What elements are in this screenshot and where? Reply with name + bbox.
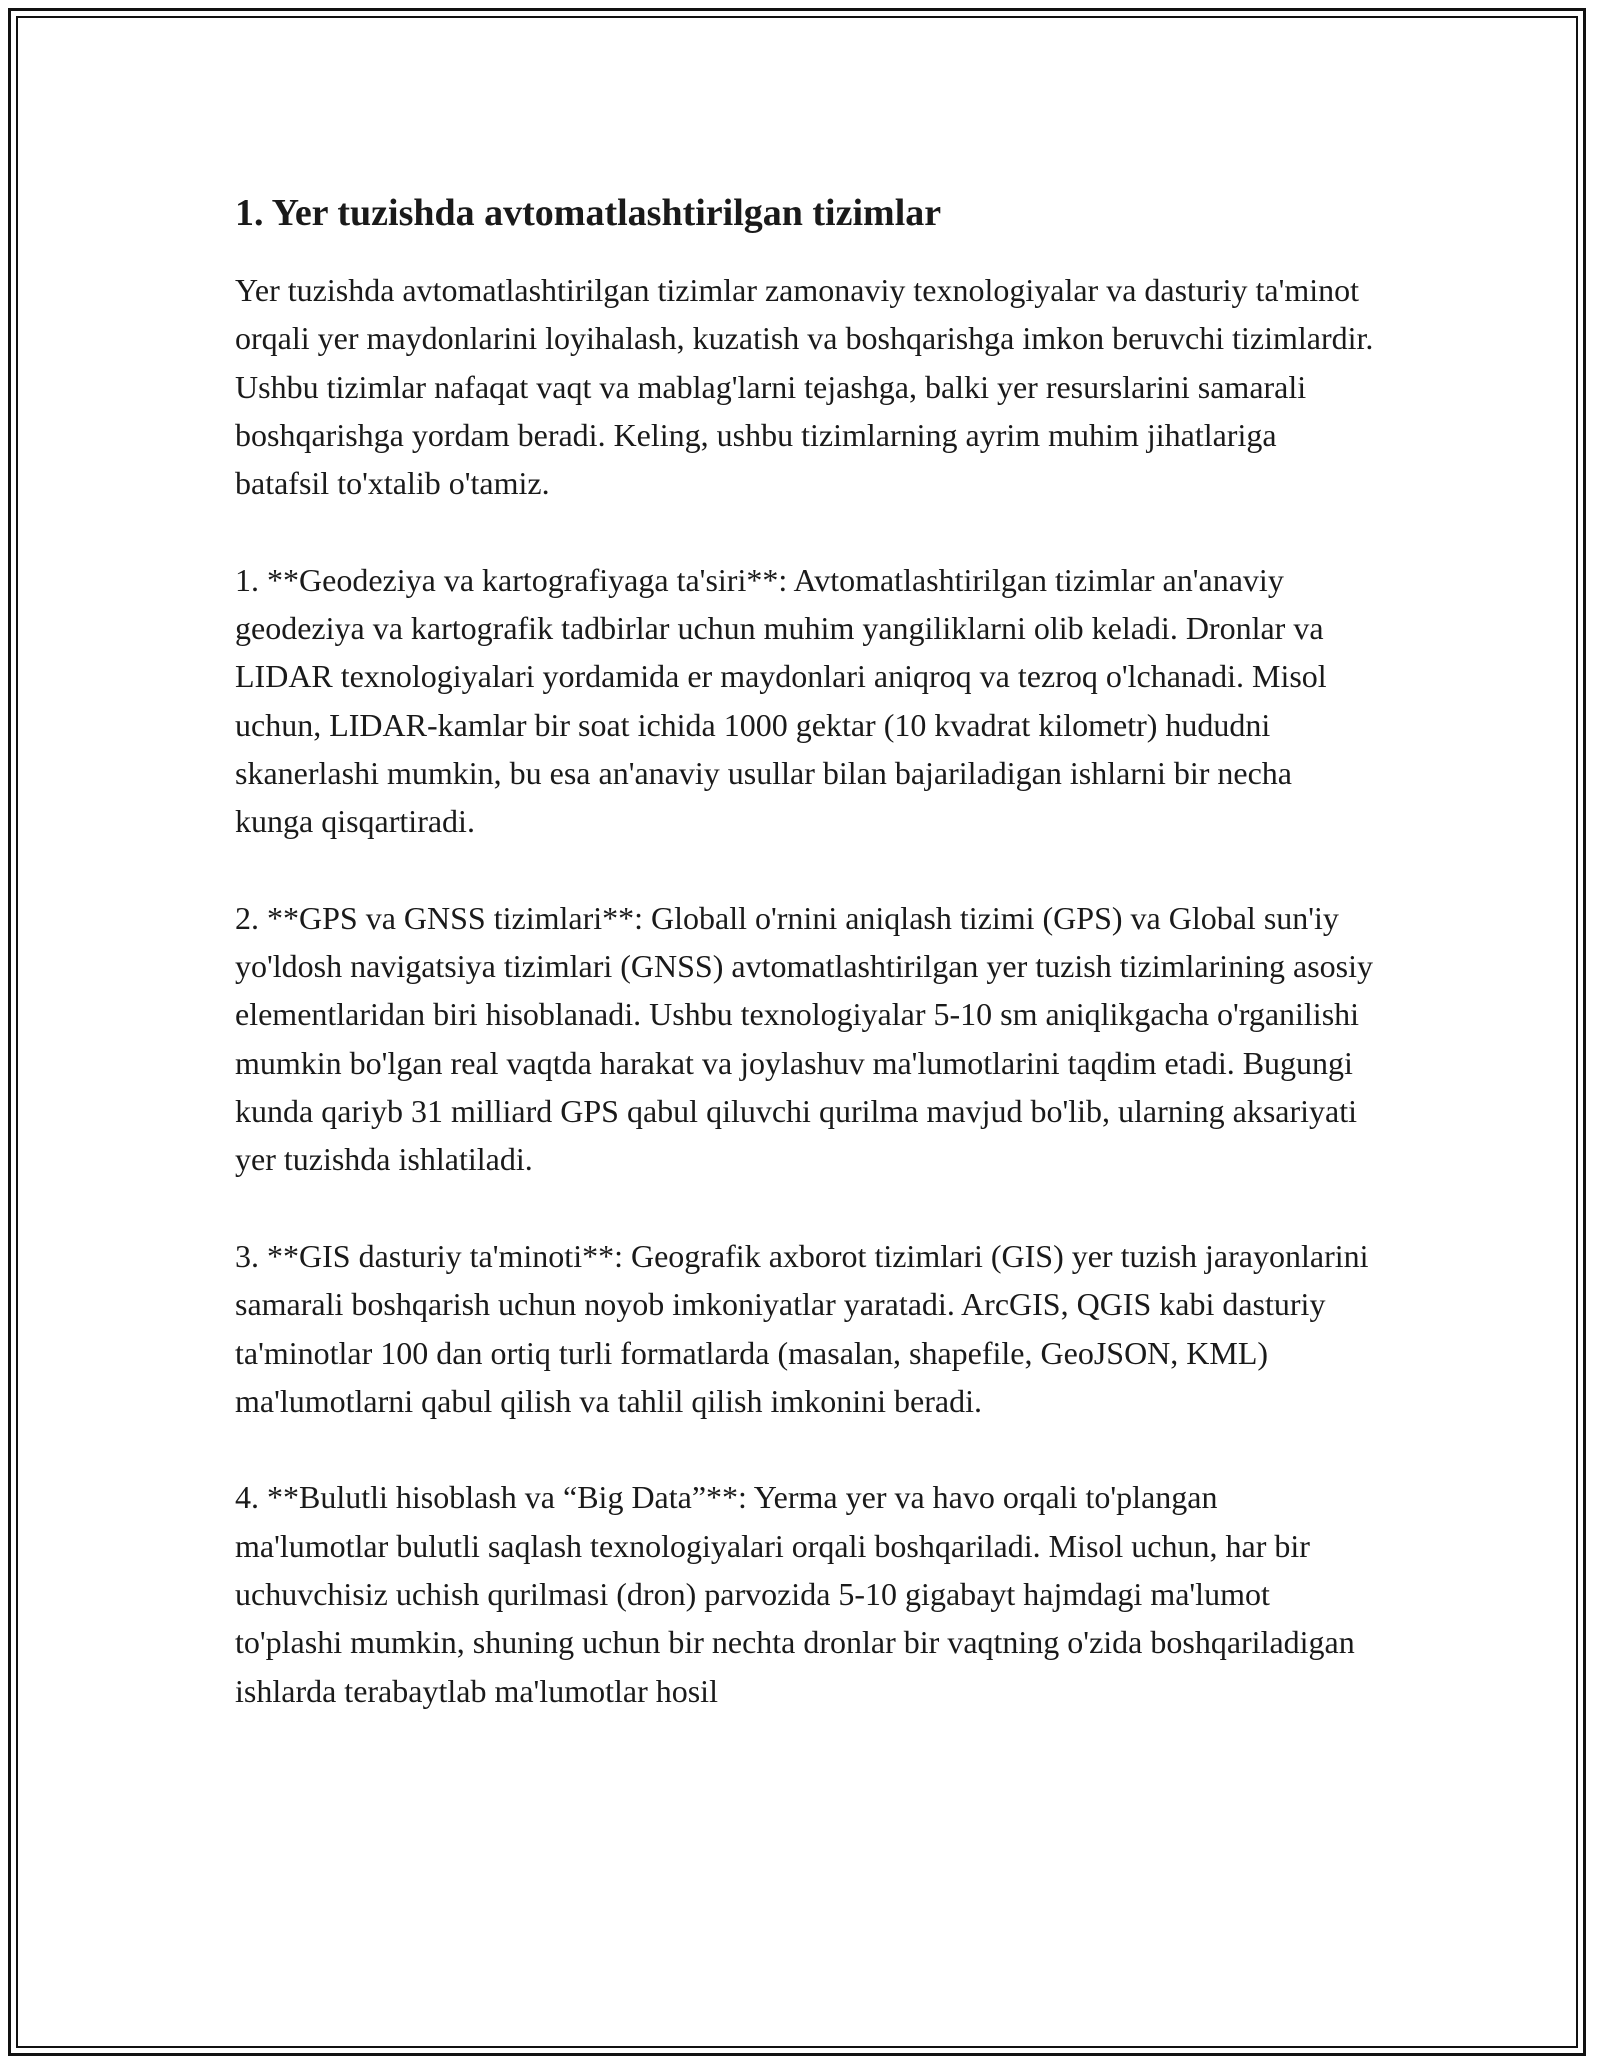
paragraph-gis: 3. **GIS dasturiy ta'minoti**: Geografik axborot tizimlari (GIS) yer tuzish jarayonlarini samarali boshqarish uchun noyob imkoniyatlar yaratadi. ArcGIS, QGIS kabi dasturiy ta'minotlar 100 dan ortiq turli formatlarda (masalan, shapefile, GeoJSON, KML) ma'lumotlarni qabul qilish va tahlil qilish imkonini beradi.: [235, 1237, 1369, 1419]
intro-paragraph: Yer tuzishda avtomatlashtirilgan tizimlar zamonaviy texnologiyalar va dasturiy ta'minot orqali yer maydonlarini loyihalash, kuzatish va boshqarishga imkon beruvchi tizimlardir. Ushbu tizimlar nafaqat vaqt va mablag'larni tejashga, balki yer resurslarini samarali boshqarishga yordam beradi. Keling, ushbu tizimlarning ayrim muhim jihatlariga batafsil to'xtalib o'tamiz.: [235, 272, 1374, 502]
paragraph-geodesy: 1. **Geodeziya va kartografiyaga ta'siri**: Avtomatlashtirilgan tizimlar an'anaviy geodeziya va kartografik tadbirlar uchun muhim yangiliklarni olib keladi. Dronlar va LIDAR texnologiyalari yordamida er maydonlari aniqroq va tezroq o'lchanadi. Misol uchun, LIDAR-kamlar bir soat ichida 1000 gektar (10 kvadrat kilometr) hududni skanerlashi mumkin, bu esa an'anaviy usullar bilan bajariladigan ishlarni bir necha kunga qisqartiradi.: [235, 561, 1327, 840]
paragraph-cloud-big-data: 4. **Bulutli hisoblash va “Big Data”**: Yerma yer va havo orqali to'plangan ma'lumotlar bulutli saqlash texnologiyalari orqali boshqariladi. Misol uchun, har bir uchuvchisiz uchish qurilmasi (dron) parvozida 5-10 gigabayt hajmdagi ma'lumot to'plashi mumkin, shuning uchun bir nechta dronlar bir vaqtning o'zida boshqariladigan ishlarda terabaytlab ma'lumotlar hosil: [235, 1479, 1355, 1709]
document-title: 1. Yer tuzishda avtomatlashtirilgan tizimlar: [235, 192, 942, 234]
paragraph-gps-gnss: 2. **GPS va GNSS tizimlari**: Globall o'rnini aniqlash tizimi (GPS) va Global sun'iy yo'ldosh navigatsiya tizimlari (GNSS) avtomatlashtirilgan yer tuzish tizimlarining asosiy elementlaridan biri hisoblanadi. Ushbu texnologiyalar 5-10 sm aniqlikgacha o'rganilishi mumkin bo'lgan real vaqtda harakat va joylashuv ma'lumotlarini taqdim etadi. Bugungi kunda qariyb 31 milliard GPS qabul qiluvchi qurilma mavjud bo'lib, ularning aksariyati yer tuzishda ishlatiladi.: [235, 899, 1374, 1178]
document-body: [235, 188, 1375, 1763]
